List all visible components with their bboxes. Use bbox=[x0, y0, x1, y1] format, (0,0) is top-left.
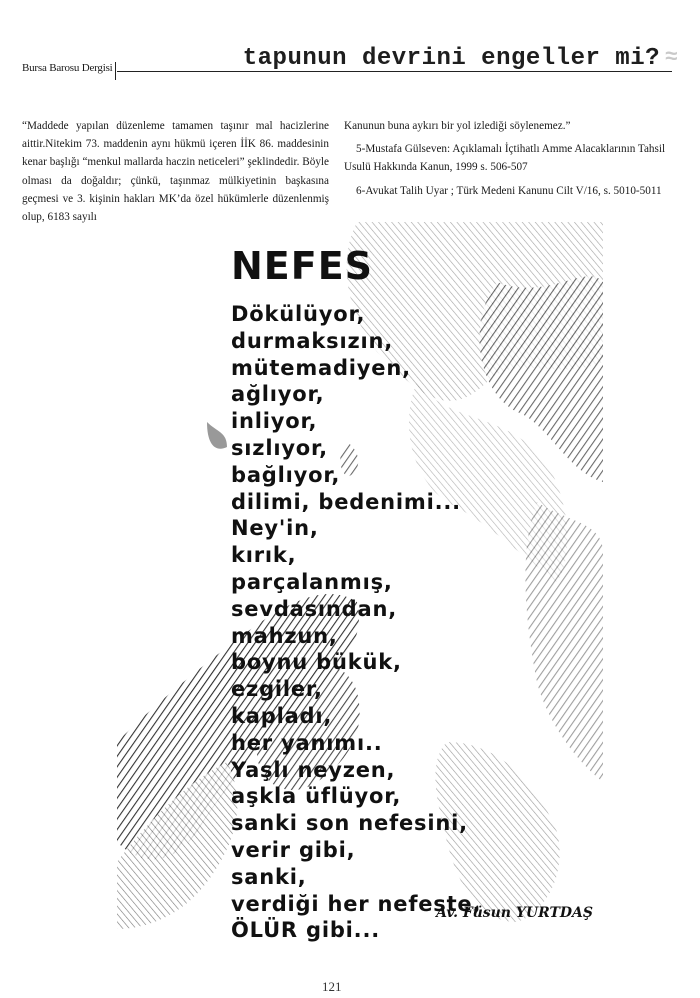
body-paragraph: “Maddede yapılan düzenleme tamamen taşınır mal hacizlerine aittir.Nitekim 73. maddenin aynı hükmü içeren İİK 86. maddesinin kenar başlığı “menkul mallarda haczin neticeleri” şeklindedir. Böyle olması da doğaldır; çünkü, taşınmaz mülkiyetinin başkasına geçmesi ve 3. kişinin hakları MK’da özel hükümlerle düzenlenmiş olup, 6183 sayılı bbox=[22, 120, 329, 224]
poem-line: bağlıyor, bbox=[231, 462, 341, 487]
header-divider-tick bbox=[115, 62, 116, 80]
page-number: 121 bbox=[322, 979, 342, 994]
poem-line: sanki, bbox=[231, 864, 307, 889]
poem-line: sevdasından, bbox=[231, 596, 398, 621]
poem-line: dilimi, bedenimi... bbox=[231, 489, 461, 514]
poem-line: Ney'in, bbox=[231, 516, 319, 541]
poem-line: kapladı, bbox=[231, 703, 333, 728]
poem-line: ÖLÜR gibi... bbox=[231, 918, 381, 943]
poem-line: ezgiler, bbox=[231, 677, 323, 702]
poem-panel bbox=[117, 222, 603, 943]
poem-line: her yanımı.. bbox=[231, 730, 383, 755]
poem-line: Yaşlı neyzen, bbox=[231, 757, 396, 782]
running-title: tapunun devrini engeller mi? bbox=[242, 45, 660, 72]
poem-line: verir gibi, bbox=[231, 837, 356, 862]
poem-title: NEFES bbox=[231, 244, 374, 288]
poem-line: verdiği her nefeste, bbox=[231, 891, 482, 916]
quote-continuation: Kanunun buna aykırı bir yol izlediği söylenemez.” bbox=[344, 120, 571, 132]
poem-line: sanki son nefesini, bbox=[231, 811, 468, 836]
title-decoration: ≈ bbox=[664, 45, 678, 70]
poem-line: mütemadiyen, bbox=[231, 355, 411, 380]
poem-line: boynu bükük, bbox=[231, 650, 402, 675]
footnote-6: 6-Avukat Talih Uyar ; Türk Medeni Kanunu Cilt V/16, s. 5010-5011 bbox=[356, 184, 662, 197]
journal-name: Bursa Barosu Dergisi bbox=[22, 62, 113, 74]
poem-line: mahzun, bbox=[231, 623, 338, 648]
poem-line: inliyor, bbox=[231, 409, 318, 434]
poem-lines bbox=[231, 301, 481, 944]
poem-line: aşkla üflüyor, bbox=[231, 784, 402, 809]
page-header bbox=[22, 44, 678, 84]
poem-line: ağlıyor, bbox=[231, 382, 325, 407]
footnote-5: 5-Mustafa Gülseven: Açıklamalı İçtihatlı Amme Alacaklarının Tahsil Usulü Hakkında Kanun, 1999 s. 506-507 bbox=[344, 143, 666, 174]
poem-line: durmaksızın, bbox=[231, 328, 394, 353]
poem-signature: Av. Füsun YURTDAŞ bbox=[436, 905, 593, 921]
right-column bbox=[344, 117, 674, 205]
left-column bbox=[22, 117, 329, 226]
poem-line: sızlıyor, bbox=[231, 435, 328, 460]
poem-line: parçalanmış, bbox=[231, 569, 393, 594]
poem-line: Dökülüyor, bbox=[231, 302, 366, 326]
poem-line: kırık, bbox=[231, 543, 297, 568]
